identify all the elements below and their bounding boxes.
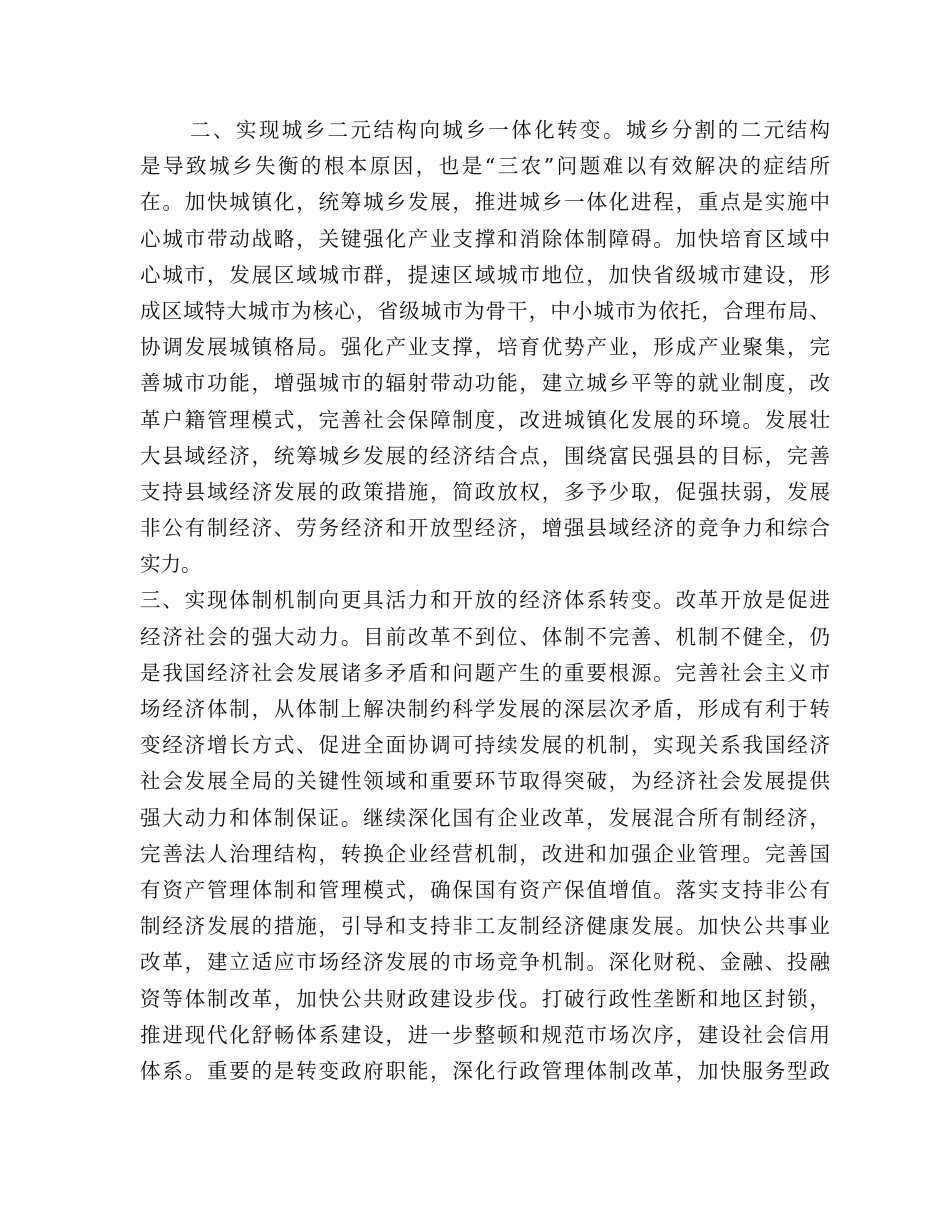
text-line: 变经济增长方式、促进全面协调可持续发展的机制，实现关系我国经济 — [140, 733, 830, 758]
text-line: 二、实现城乡二元结构向城乡一体化转变。城乡分割的二元结构 — [190, 118, 830, 142]
body-text — [140, 112, 830, 1089]
text-line: 是导致城乡失衡的根本原因，也是“三农”问题难以有效解决的症结所 — [140, 154, 830, 179]
text-line: 制经济发展的措施，引导和支持非工友制经济健康发展。加快公共事业 — [140, 914, 830, 939]
text-line: 资等体制改革，加快公共财政建设步伐。打破行政性垄断和地区封锁， — [140, 986, 830, 1011]
text-line: 改革，建立适应市场经济发展的市场竞争机制。深化财税、金融、投融 — [140, 950, 830, 975]
text-line: 心城市，发展区域城市群，提速区域城市地位，加快省级城市建设，形 — [140, 262, 830, 287]
text-line: 三、实现体制机制向更具活力和开放的经济体系转变。改革开放是促进 — [140, 588, 830, 613]
text-line: 完善法人治理结构，转换企业经营机制，改进和加强企业管理。完善国 — [140, 841, 830, 866]
text-line: 社会发展全局的关键性领域和重要环节取得突破，为经济社会发展提供 — [140, 769, 830, 794]
text-line: 在。加快城镇化，统筹城乡发展，推进城乡一体化进程，重点是实施中 — [140, 190, 830, 215]
text-line: 场经济体制，从体制上解决制约科学发展的深层次矛盾，形成有利于转 — [140, 697, 830, 721]
text-line: 善城市功能，增强城市的辐射带动功能，建立城乡平等的就业制度，改 — [140, 371, 830, 396]
text-line: 有资产管理体制和管理模式，确保国有资产保值增值。落实支持非公有 — [140, 877, 830, 902]
text-line: 协调发展城镇格局。强化产业支撑，培育优势产业，形成产业聚集，完 — [140, 335, 830, 360]
text-line: 经济社会的强大动力。目前改革不到位、体制不完善、机制不健全，仍 — [140, 624, 830, 649]
text-line: 非公有制经济、劳务经济和开放型经济，增强县域经济的竞争力和综合 — [140, 516, 830, 541]
text-line: 成区域特大城市为核心，省级城市为骨干，中小城市为依托，合理布局、 — [140, 298, 830, 323]
text-line: 是我国经济社会发展诸多矛盾和问题产生的重要根源。完善社会主义市 — [140, 660, 830, 685]
text-line: 强大动力和体制保证。继续深化国有企业改革，发展混合所有制经济， — [140, 805, 830, 830]
text-line: 推进现代化舒畅体系建设，进一步整顿和规范市场次序，建设社会信用 — [140, 1022, 830, 1047]
text-line: 实力。 — [140, 552, 202, 577]
text-line: 革户籍管理模式，完善社会保障制度，改进城镇化发展的环境。发展壮 — [140, 407, 830, 432]
text-line: 大县域经济，统筹城乡发展的经济结合点，围绕富民强县的目标，完善 — [140, 443, 830, 468]
text-line: 支持县域经济发展的政策措施，简政放权，多予少取，促强扶弱，发展 — [140, 479, 830, 504]
text-line: 体系。重要的是转变政府职能，深化行政管理体制改革，加快服务型政 — [140, 1058, 830, 1083]
text-line: 心城市带动战略，关键强化产业支撑和消除体制障碍。加快培育区域中 — [140, 226, 830, 251]
